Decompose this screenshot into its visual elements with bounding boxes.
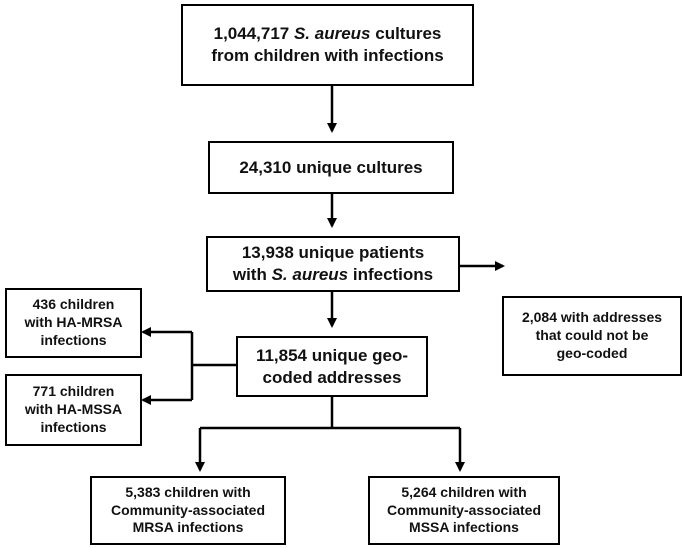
ca-mrsa-line1: 5,383 children with [125,483,251,500]
ha-mrsa-line3: infections [40,331,107,348]
total-cultures-box [181,4,474,86]
geocoded-box [236,336,428,397]
ha-mrsa-line1: 436 children [32,296,115,313]
not-geocoded-line2: that could not be [535,327,649,344]
ha-mrsa-line2: with HA-MRSA [24,314,123,331]
unique-cultures-box [208,141,454,194]
unique-patients-line2: with S. aureus infections [232,265,434,284]
ca-mssa-box [368,476,560,545]
ca-mrsa-line2: Community-associated [110,501,266,518]
ha-mssa-line1: 771 children [32,383,115,400]
unique-patients-line1: 13,938 unique patients [241,243,425,263]
ca-mrsa-line3: MRSA infections [132,519,244,536]
ha-mssa-line2: with HA-MSSA [24,401,123,418]
not-geocoded-line3: geo-coded [556,344,628,361]
geocoded-line2: coded addresses [262,367,402,387]
ca-mrsa-box [90,476,286,545]
geocoded-line1: 11,854 unique geo- [255,345,409,365]
not-geocoded-box [502,296,682,376]
ha-mssa-box [5,374,142,446]
ca-mssa-line2: Community-associated [386,501,542,518]
ha-mssa-line3: infections [40,418,107,435]
ha-mrsa-box [5,288,142,358]
ca-mssa-line3: MSSA infections [409,519,519,536]
unique-patients-box [206,236,460,292]
not-geocoded-line1: 2,084 with addresses [521,309,663,326]
ca-mssa-line1: 5,264 children with [401,483,527,500]
total-cultures-line1: 1,044,717 S. aureus cultures [213,24,442,44]
total-cultures-line2: from children with infections [211,46,444,65]
unique-cultures-line1: 24,310 unique cultures [239,157,423,177]
